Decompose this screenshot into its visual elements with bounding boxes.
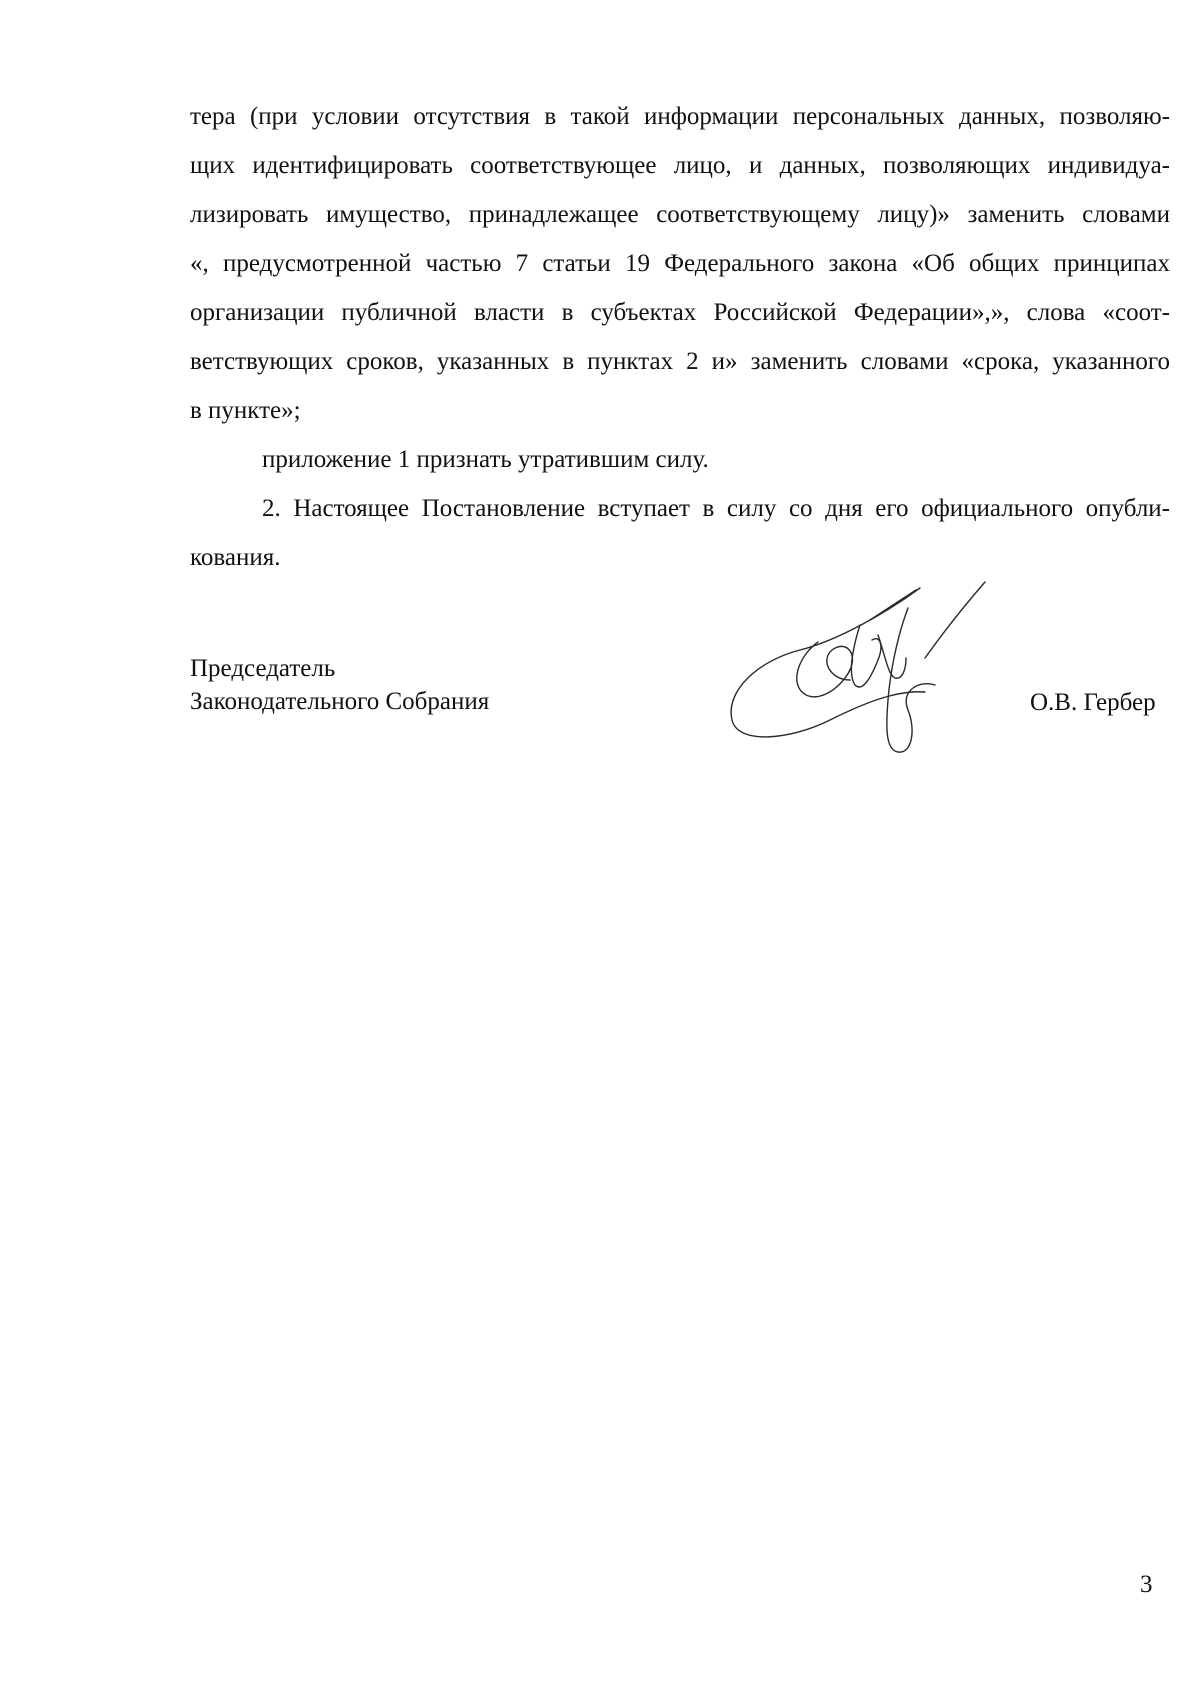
page-number: 3 [1140,1571,1153,1598]
appendix-line: приложение 1 признать утратившим силу. [262,446,709,473]
document-body [190,92,1170,582]
paragraph-line-5: организации публичной власти в субъектах Российской Федерации»,», слова «соот- [190,299,1170,326]
signatory-name: О.В. Гербер [1030,689,1156,716]
paragraph-line-3: лизировать имущество, принадлежащее соответствующему лицу)» заменить словами [190,201,1170,228]
item2-line-2: кования. [190,544,281,571]
paragraph-line-7: в пункте»; [190,397,301,424]
signatory-title-line-2: Законодательного Собрания [190,688,490,715]
signatory-title-line-1: Председатель [190,655,336,682]
paragraph-line-2: щих идентифицировать соответствующее лицо, и данных, позволяющих индивидуа- [190,152,1170,179]
paragraph-line-6: ветствующих сроков, указанных в пунктах 2 и» заменить словами «срока, указанного [190,348,1170,375]
paragraph-line-4: «, предусмотренной частью 7 статьи 19 Федерального закона «Об общих принципах [190,250,1170,277]
item2-line-1: 2. Настоящее Постановление вступает в силу со дня его официального опубли- [262,495,1170,522]
signatory-title [190,652,489,718]
paragraph-line-1: тера (при условии отсутствия в такой информации персональных данных, позволяю- [190,103,1170,130]
handwritten-signature-icon [720,580,1020,760]
